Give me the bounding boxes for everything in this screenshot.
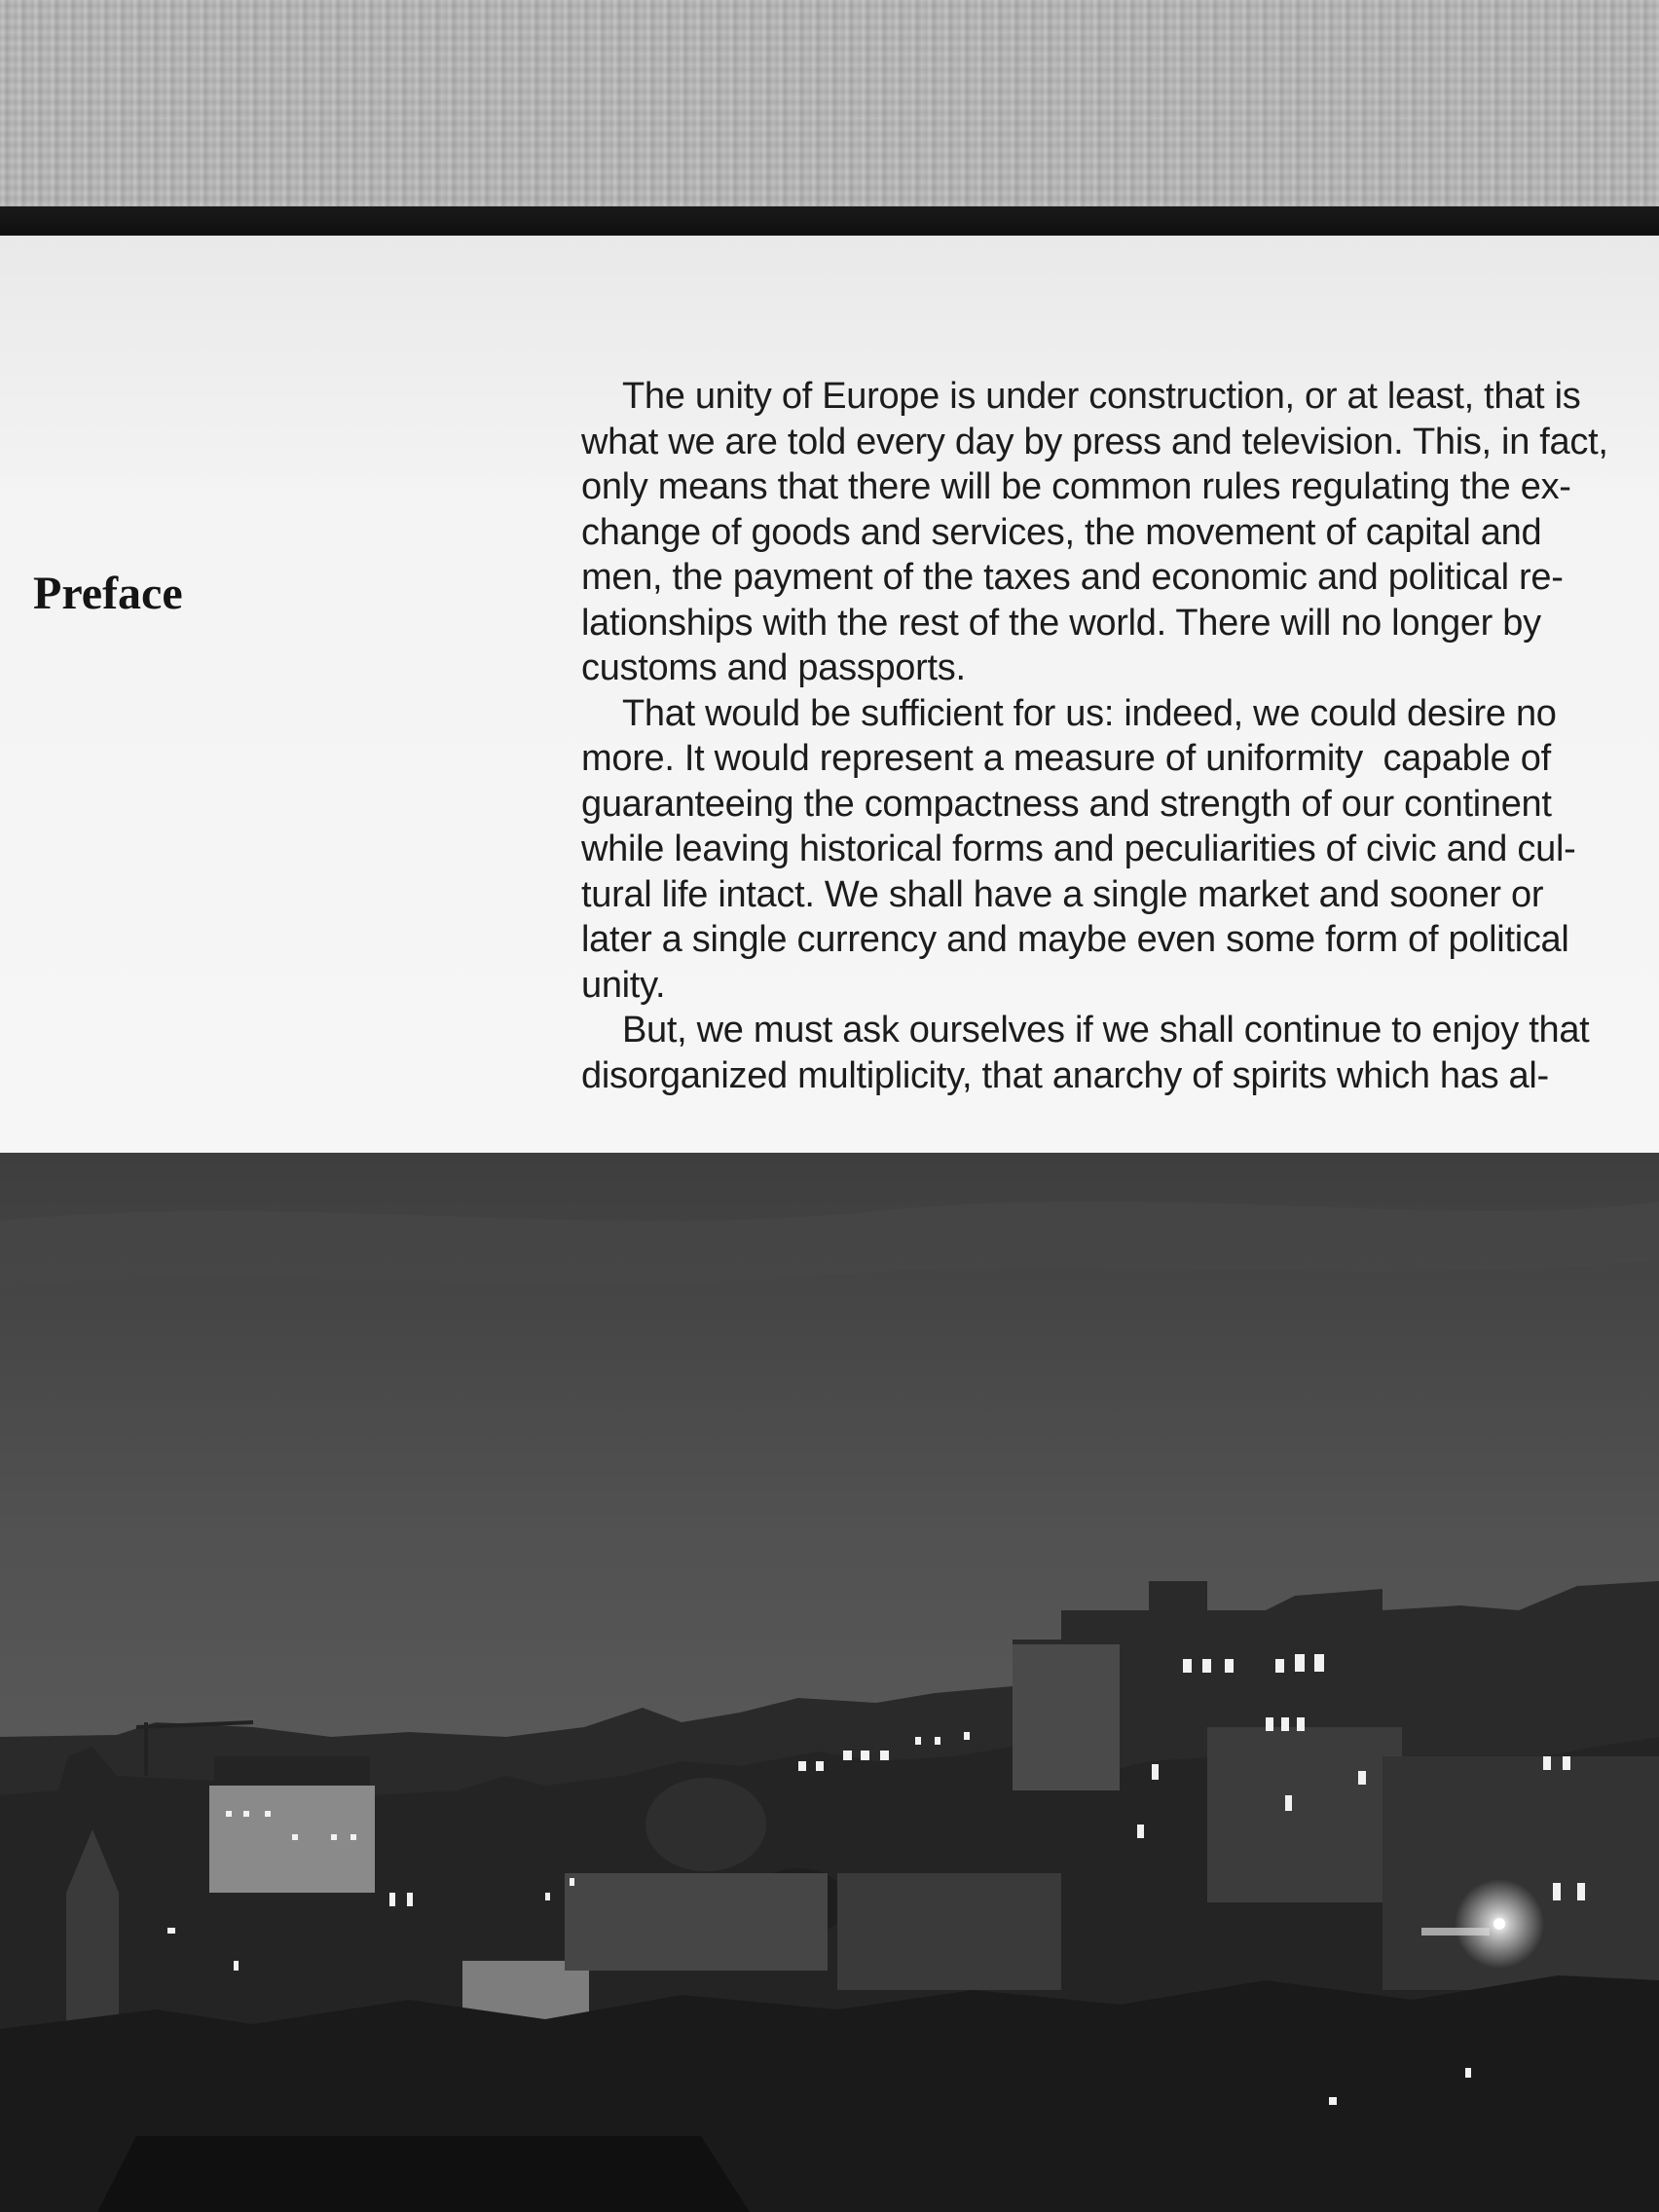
text-line: disorganized multiplicity, that anarchy of spirits which has al- bbox=[581, 1054, 1549, 1096]
street-light bbox=[1493, 1918, 1505, 1930]
text-line: unity. bbox=[581, 964, 666, 1006]
text-line: what we are told every day by press and television. This, in fact, bbox=[581, 421, 1608, 462]
text-line: later a single currency and maybe even some form of political bbox=[581, 919, 1569, 960]
text-line: guaranteeing the compactness and strength of our continent bbox=[581, 783, 1552, 825]
building bbox=[837, 1873, 1061, 1990]
lit-arcade bbox=[1421, 1928, 1490, 1936]
foreground-roof-edge bbox=[97, 2136, 750, 2212]
text-line: only means that there will be common rules regulating the ex- bbox=[581, 466, 1571, 507]
page-heading: Preface bbox=[33, 568, 183, 619]
text-line: men, the payment of the taxes and economic and political re- bbox=[581, 557, 1564, 598]
building bbox=[1207, 1727, 1402, 1902]
text-line: change of goods and services, the movement of capital and bbox=[581, 511, 1542, 553]
preface-body-text bbox=[581, 374, 1633, 1098]
text-line: more. It would represent a measure of uniformity capable of bbox=[581, 738, 1551, 779]
building bbox=[565, 1873, 828, 1971]
text-line: tural life intact. We shall have a single market and sooner or bbox=[581, 873, 1544, 915]
text-line: customs and passports. bbox=[581, 647, 966, 688]
text-line: lationships with the rest of the world. There will no longer by bbox=[581, 602, 1541, 644]
dome bbox=[645, 1778, 766, 1871]
building bbox=[1013, 1644, 1120, 1790]
text-line: while leaving historical forms and peculiarities of civic and cul- bbox=[581, 829, 1576, 869]
table-wood-grain bbox=[0, 0, 1659, 220]
text-line: That would be sufficient for us: indeed, we could desire no bbox=[622, 692, 1557, 734]
text-line: But, we must ask ourselves if we shall continue to enjoy that bbox=[622, 1010, 1590, 1051]
text-line: The unity of Europe is under construction, or at least, that is bbox=[622, 376, 1581, 417]
cityscape-photo bbox=[0, 1153, 1659, 2212]
